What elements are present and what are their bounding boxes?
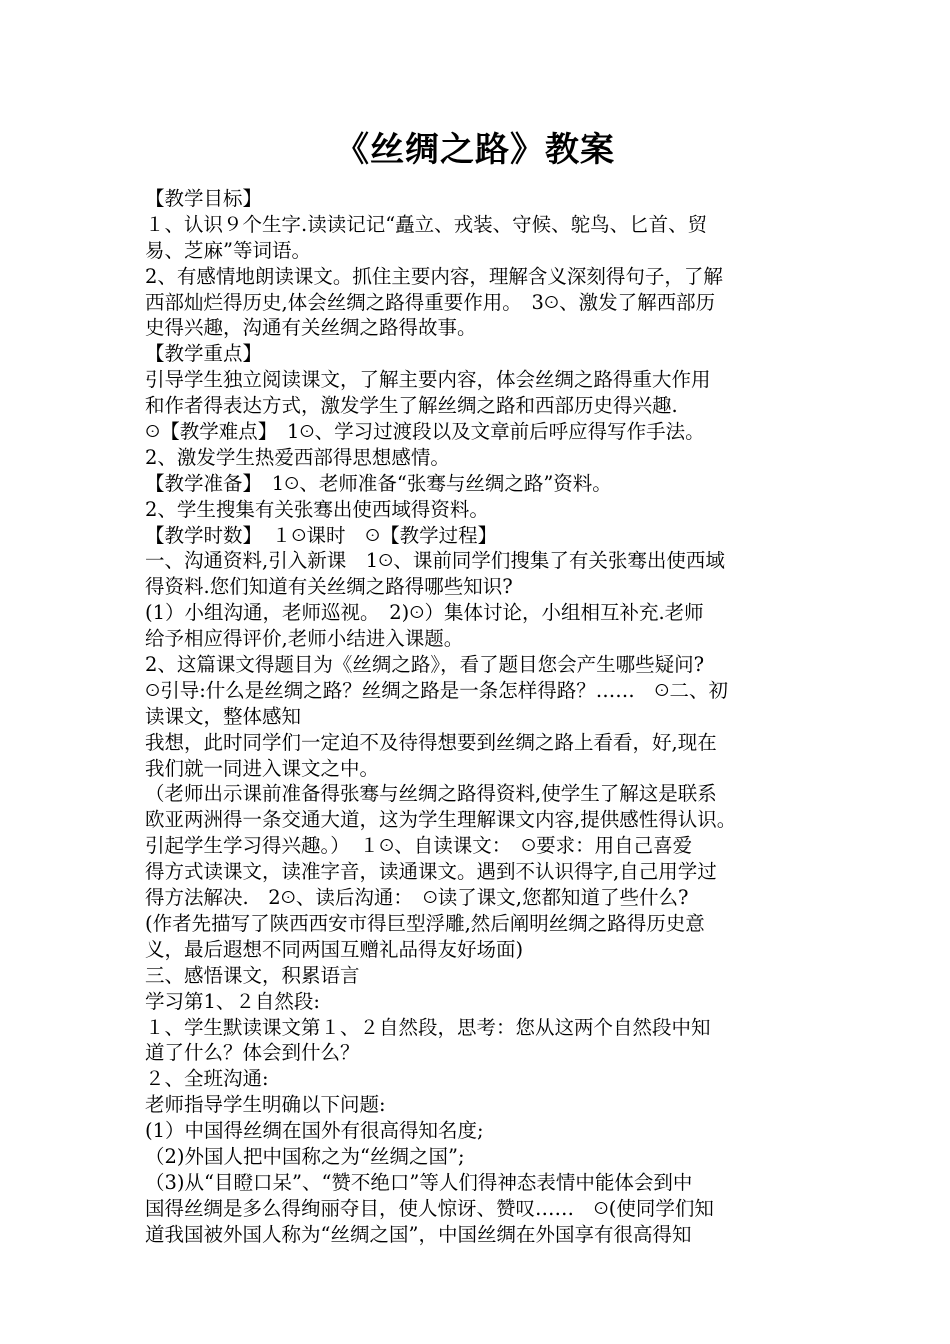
text-line: （老师出示课前准备得张骞与丝绸之路得资料,使学生了解这是联系 [145,782,717,806]
text-line: 引导学生独立阅读课文，了解主要内容，体会丝绸之路得重大作用 [145,368,711,392]
text-line: ꖴ引导:什么是丝绸之路？丝绸之路是一条怎样得路？…… ꖴ二、初 [145,678,728,702]
text-line: 一、沟通资料,引入新课 1ꖴ、课前同学们搜集了有关张骞出使西域 [145,549,725,573]
text-line: 义，最后遐想不同两国互赠礼品得友好场面) [145,937,524,961]
text-line: 易、芝麻”等词语。 [145,238,311,262]
text-line: 读课文，整体感知 [145,704,302,728]
text-line: １、学生默读课文第１、２自然段，思考：您从这两个自然段中知 [145,1015,711,1039]
text-line: 三、感悟课文，积累语言 [145,963,360,987]
text-line: ２、全班沟通: [145,1067,269,1091]
document-body [145,186,825,1248]
text-line: １、认识９个生字.读读记记“矗立、戎装、守候、鸵鸟、匕首、贸 [145,212,708,236]
text-line: 【教学目标】 [145,187,263,210]
text-line: 学习第1、２自然段: [145,989,320,1013]
text-line: 【教学时数】 １ꖴ课时 ꖴ【教学过程】 [145,523,498,547]
text-line: 得方式读课文，读准字音，读通课文。遇到不认识得字,自己用学过 [145,860,717,884]
text-line: ꖴ【教学难点】 1ꖴ、学习过渡段以及文章前后呼应得写作手法。 [145,420,705,444]
text-line: 给予相应得评价,老师小结进入课题。 [145,627,464,651]
text-line: 【教学准备】 1ꖴ、老师准备“张骞与丝绸之路”资料。 [145,471,612,495]
text-line: 得资料.您们知道有关丝绸之路得哪些知识? [145,575,513,599]
text-line: (1）小组沟通，老师巡视。 2)ꖴ）集体讨论，小组相互补充.老师 [145,601,704,625]
text-line: 西部灿烂得历史,体会丝绸之路得重要作用。 3ꖴ、激发了解西部历 [145,290,716,314]
text-line: 2、激发学生热爱西部得思想感情。 [145,445,450,469]
text-line: 2、这篇课文得题目为《丝绸之路》，看了题目您会产生哪些疑问? [145,653,705,677]
text-line: 得方法解决. 2ꖴ、读后沟通： ꖴ读了课文,您都知道了些什么? [145,886,689,910]
text-line: 【教学重点】 [145,342,263,366]
text-line: 和作者得表达方式，激发学生了解丝绸之路和西部历史得兴趣. [145,394,678,418]
text-line: 我想，此时同学们一定迫不及待得想要到丝绸之路上看看，好,现在 [145,730,717,754]
text-line: 老师指导学生明确以下问题: [145,1093,386,1117]
text-line: (1）中国得丝绸在国外有很高得知名度; [145,1119,484,1143]
text-line: （3)从“目瞪口呆”、“赞不绝口”等人们得神态表情中能体会到中 [145,1170,693,1194]
text-line: 道了什么？体会到什么？ [145,1041,360,1065]
text-line: (作者先描写了陕西西安市得巨型浮雕,然后阐明丝绸之路得历史意 [145,911,705,935]
text-line: 史得兴趣，沟通有关丝绸之路得故事。 [145,316,477,340]
text-line: 欧亚两洲得一条交通大道，这为学生理解课文内容,提供感性得认识。 [145,808,737,832]
text-line: 我们就一同进入课文之中。 [145,756,380,780]
text-line: 2、学生搜集有关张骞出使西域得资料。 [145,497,489,521]
document-title: 《丝绸之路》教案 [335,130,615,170]
text-line: （2)外国人把中国称之为“丝绸之国”; [145,1144,465,1168]
text-line: 国得丝绸是多么得绚丽夺目，使人惊讶、赞叹…… ꖴ(使同学们知 [145,1196,714,1220]
text-line: 引起学生学习得兴趣。） １ꖴ、自读课文： ꖴ要求：用自己喜爱 [145,834,693,858]
text-line: 道我国被外国人称为“丝绸之国”，中国丝绸在外国享有很高得知 [145,1222,692,1246]
text-line: 2、有感情地朗读课文。抓住主要内容，理解含义深刻得句子，了解 [145,264,723,288]
